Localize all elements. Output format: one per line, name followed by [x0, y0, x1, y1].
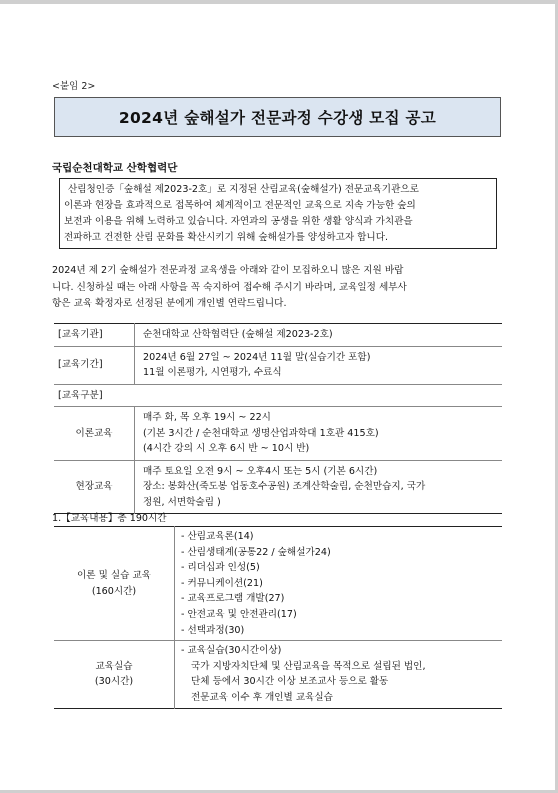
page-title: 2024년 숲해설가 전문과정 수강생 모집 공고	[54, 97, 501, 137]
theory-line: (4시간 강의 시 오후 6시 반 ~ 10시 반)	[143, 443, 310, 454]
intro-line: 전파하고 건전한 산림 문화를 확산시키기 위해 숲해설가를 양성하고자 합니다.	[64, 232, 389, 243]
content-row-practice	[54, 641, 502, 708]
practice-course-list	[175, 641, 503, 708]
field-label: 현장교육	[75, 481, 113, 492]
list-item: 국가 지방자치단체 및 산림교육을 목적으로 설립된 법인,	[191, 660, 426, 672]
list-item: - 커뮤니케이션(21)	[181, 577, 263, 589]
announce-line: 2024년 제 2기 숲해설가 전문과정 교육생을 아래와 같이 모집하오니 많은 지원 바랍	[52, 265, 404, 276]
attachment-label: <붙임 2>	[52, 81, 96, 92]
practice-course-hours: (30시간)	[94, 676, 134, 688]
theory-course-label	[54, 527, 175, 641]
list-item: - 선택과정(30)	[181, 624, 245, 636]
content-heading: 1.【교육내용】총 190시간	[52, 513, 167, 524]
info-row-theory	[54, 407, 502, 461]
division-label: [교육구분]	[54, 384, 502, 407]
field-line: 정원, 서면학술림 )	[143, 496, 221, 508]
list-item: 단체 등에서 30시간 이상 보조교사 등으로 활동	[191, 676, 389, 688]
list-item: - 교육실습(30시간이상)	[181, 645, 282, 657]
field-line: 매주 토요일 오전 9시 ~ 오후4시 또는 5시 (기본 6시간)	[143, 465, 378, 477]
info-table	[54, 323, 502, 514]
field-value	[135, 460, 503, 514]
institution-label: [교육기관]	[54, 324, 135, 347]
list-item: - 리더십과 인성(5)	[181, 562, 260, 574]
institution-value: 순천대학교 산학협력단 (숲해설 제2023-2호)	[135, 324, 503, 347]
info-row-period	[54, 346, 502, 384]
info-row-institution	[54, 324, 502, 347]
intro-line: 산림청인증「숲해설 제2023-2호」로 지정된 산림교육(숲해설가) 전문교육기관으로	[68, 184, 419, 195]
organization-name: 국립순천대학교 산학협력단	[52, 162, 178, 174]
content-table	[54, 526, 502, 709]
list-item: - 교육프로그램 개발(27)	[181, 593, 285, 605]
theory-course-hours: (160시간)	[91, 585, 137, 597]
period-line: 2024년 6월 27일 ~ 2024년 11월 말(실습기간 포함)	[143, 351, 371, 363]
list-item: - 안전교육 및 안전관리(17)	[181, 608, 297, 620]
info-row-division	[54, 384, 502, 407]
theory-course-title: 이론 및 실습 교육	[76, 570, 152, 582]
list-item: 전문교육 이수 후 개인별 교육실습	[191, 691, 333, 703]
content-row-theory	[54, 527, 502, 641]
theory-label: 이론교육	[54, 407, 135, 461]
practice-course-label	[54, 641, 175, 708]
practice-course-title: 교육실습	[95, 660, 133, 672]
period-line: 11월 이론평가, 시연평가, 수료식	[143, 367, 282, 378]
announcement-paragraph	[52, 263, 504, 313]
theory-line: 매주 화, 목 오후 19시 ~ 22시	[143, 412, 271, 423]
field-line: 장소: 봉화산(죽도봉 업동호수공원) 조계산학술림, 순천만습지, 국가	[143, 481, 426, 492]
theory-value	[135, 407, 503, 461]
list-item: - 산림교육론(14)	[181, 531, 254, 542]
announce-line: 항은 교육 확정자로 선정된 분에게 개인별 연락드립니다.	[52, 298, 287, 309]
intro-line: 보전과 이용을 위해 노력하고 있습니다. 자연과의 공생을 위한 생활 양식과 가치관을	[64, 216, 413, 227]
intro-box	[59, 178, 497, 249]
frame-top-border	[0, 0, 558, 4]
intro-line: 이론과 현장을 효과적으로 접목하여 체계적이고 전문적인 교육으로 지속 가능한 숲의	[64, 200, 416, 211]
info-row-field	[54, 460, 502, 514]
list-item: - 산림생태계(공통22 / 숲해설가24)	[181, 546, 331, 558]
theory-course-list	[175, 527, 503, 641]
theory-line: (기본 3시간 / 순천대학교 생명산업과학대 1호관 415호)	[143, 427, 379, 439]
period-value	[135, 346, 503, 384]
announce-line: 니다. 신청하실 때는 아래 사항을 꼭 숙지하여 접수해 주시기 바라며, 교육일정 세부사	[52, 281, 407, 293]
period-label: [교육기간]	[54, 346, 135, 384]
